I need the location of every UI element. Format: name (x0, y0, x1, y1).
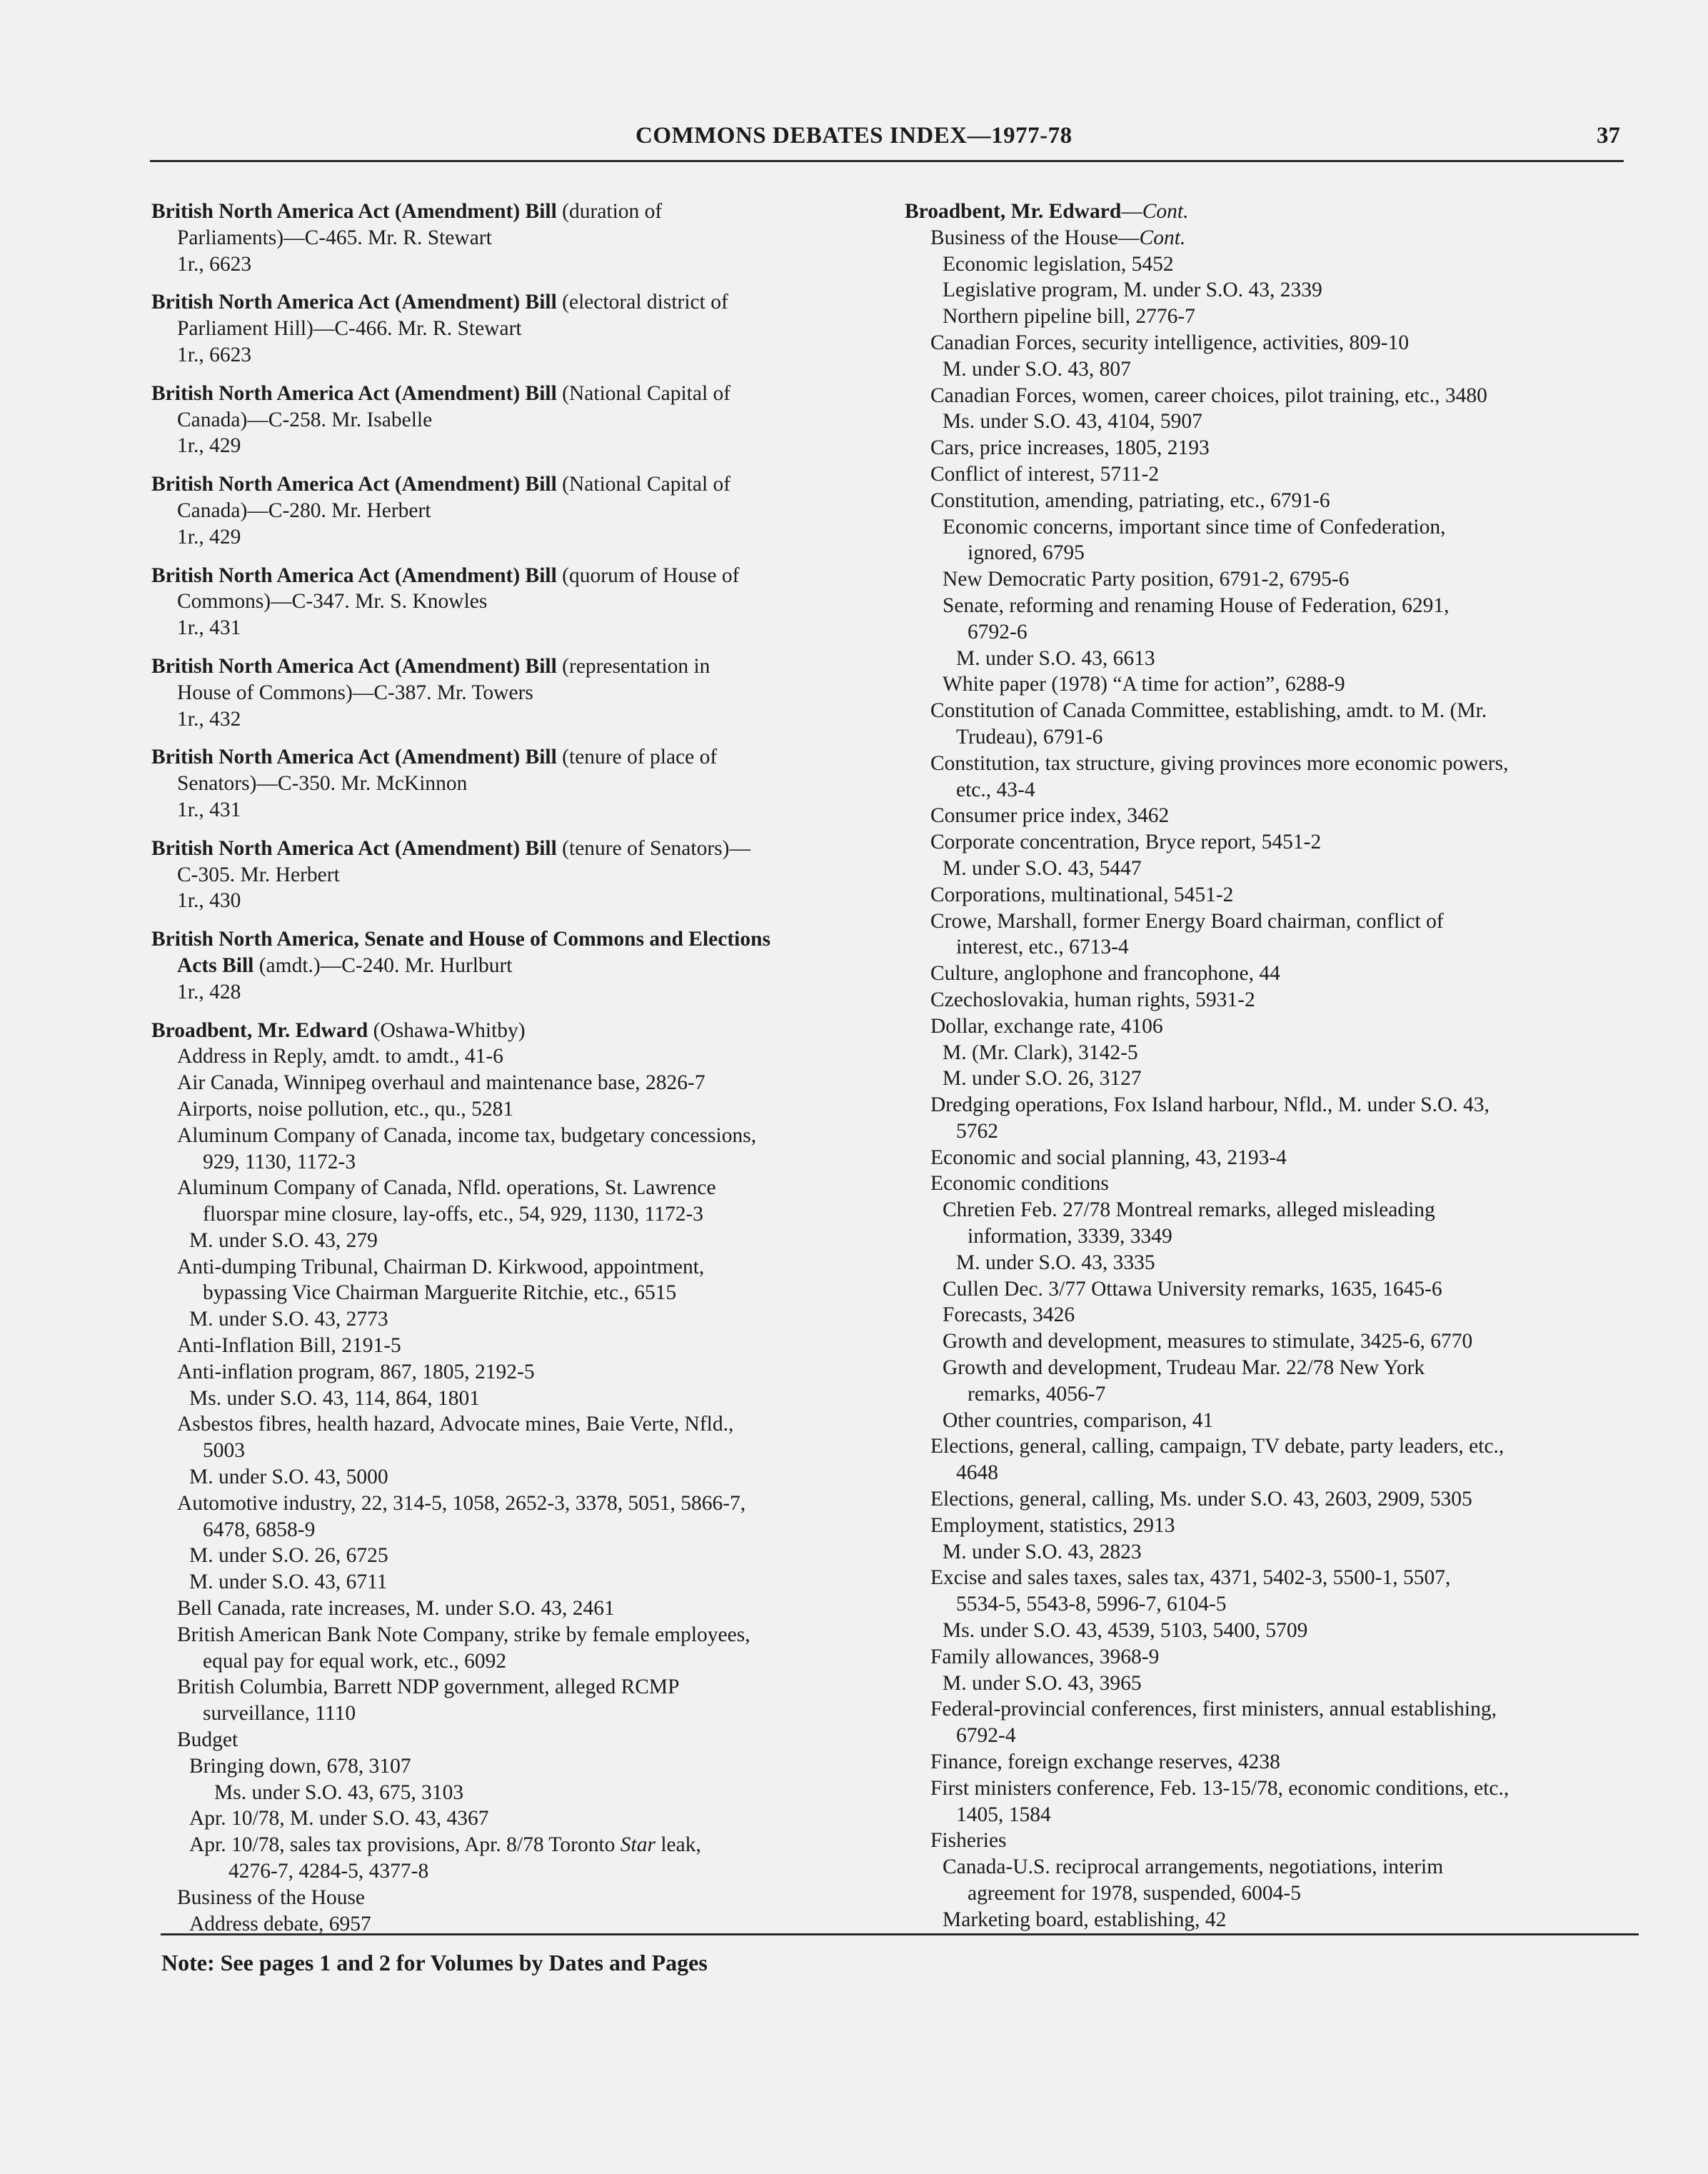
index-line (151, 1201, 894, 1228)
index-line-text: Marketing board, establishing, 42 (943, 1908, 1227, 1931)
index-line-text: (tenure of Senators)— (556, 836, 750, 860)
index-line (151, 225, 894, 251)
index-line (905, 540, 1637, 566)
index-line (151, 1386, 894, 1412)
index-line-text: House of Commons)—C-387. Mr. Towers (177, 681, 533, 704)
footer-note: Note: See pages 1 and 2 for Volumes by Dates and Pages (161, 1950, 708, 1975)
index-line (151, 199, 894, 225)
index-line-text: 6478, 6858-9 (203, 1518, 316, 1541)
index-line (905, 1696, 1637, 1723)
index-line (905, 1591, 1637, 1618)
index-line-text: British Columbia, Barrett NDP government, alleged RCMP (177, 1675, 680, 1699)
index-line (151, 744, 894, 771)
index-line (905, 1302, 1637, 1328)
index-line (905, 514, 1637, 541)
index-line (151, 1018, 894, 1044)
index-line-text: Cont. (1142, 200, 1189, 223)
index-line-text: M. under S.O. 43, 2823 (943, 1540, 1142, 1563)
index-line-text: Czechoslovakia, human rights, 5931-2 (930, 988, 1255, 1011)
index-heading-text: British North America Act (Amendment) Bill (151, 654, 557, 678)
index-heading-text: British North America Act (Amendment) Bill (151, 200, 557, 223)
index-line (151, 1254, 894, 1281)
index-line (905, 1013, 1637, 1040)
index-heading-text: British North America Act (Amendment) Bill (151, 291, 557, 314)
index-line (905, 1644, 1637, 1670)
index-line (151, 1464, 894, 1491)
index-line (905, 566, 1637, 593)
index-line (151, 615, 894, 641)
index-line (151, 1648, 894, 1675)
index-line (151, 1306, 894, 1333)
index-line-text: Forecasts, 3426 (943, 1303, 1075, 1327)
index-line (905, 1802, 1637, 1828)
index-line (905, 1670, 1637, 1697)
index-line-text: Other countries, comparison, 41 (943, 1408, 1214, 1432)
index-line (151, 979, 894, 1006)
index-line (905, 1381, 1637, 1408)
index-line-text: Canada)—C-280. Mr. Herbert (177, 499, 431, 522)
index-line (905, 199, 1637, 225)
index-line-text: M. under S.O. 43, 5000 (189, 1466, 388, 1489)
index-line-text: Canadian Forces, security intelligence, activities, 809-10 (930, 331, 1410, 354)
index-line (151, 588, 894, 615)
index-line-text: Airports, noise pollution, etc., qu., 5281 (177, 1097, 514, 1121)
index-line-text: Growth and development, measures to stimulate, 3425-6, 6770 (943, 1330, 1473, 1353)
index-line (151, 471, 894, 498)
index-line-text: (duration of (556, 200, 663, 223)
index-line (905, 987, 1637, 1013)
index-line-text: Fisheries (930, 1829, 1007, 1853)
index-line (905, 646, 1637, 672)
index-line (905, 330, 1637, 356)
index-line-text: (quorum of House of (556, 563, 740, 587)
index-line-text: Consumer price index, 3462 (930, 804, 1170, 828)
index-line-text: Elections, general, calling, campaign, TV debate, party leaders, etc., (930, 1435, 1504, 1458)
index-line (151, 1175, 894, 1201)
index-line-text: M. under S.O. 43, 807 (943, 357, 1131, 381)
index-line-text: 1r., 428 (177, 980, 241, 1003)
index-line-text: M. under S.O. 43, 3965 (943, 1671, 1142, 1695)
index-line-text: 6792-6 (968, 620, 1028, 643)
index-line (905, 1828, 1637, 1854)
index-line (151, 1043, 894, 1070)
index-line (905, 1618, 1637, 1644)
index-line (151, 862, 894, 888)
index-line (905, 829, 1637, 856)
index-line-text: — (1121, 200, 1142, 223)
index-line-text: Economic legislation, 5452 (943, 252, 1174, 276)
index-line-text: Bringing down, 678, 3107 (189, 1754, 411, 1778)
index-heading-text: Broadbent, Mr. Edward (905, 200, 1122, 223)
index-line (151, 1123, 894, 1149)
index-line-text: Parliaments)—C-465. Mr. R. Stewart (177, 226, 492, 249)
index-line-text: Anti-inflation program, 867, 1805, 2192-5 (177, 1360, 535, 1383)
index-heading-text: British North America Act (Amendment) Bill (151, 746, 557, 769)
index-line (905, 1565, 1637, 1591)
index-line (905, 777, 1637, 803)
index-line-text: Ms. under S.O. 43, 675, 3103 (214, 1780, 464, 1804)
index-line-text: information, 3339, 3349 (968, 1225, 1172, 1248)
index-line (151, 407, 894, 434)
index-line-text: leak, (655, 1833, 701, 1857)
index-line-text: Cars, price increases, 1805, 2193 (930, 436, 1210, 460)
index-line (905, 1907, 1637, 1933)
index-line (905, 1854, 1637, 1880)
index-line (151, 563, 894, 589)
index-line (151, 1858, 894, 1885)
index-line-text: Northern pipeline bill, 2776-7 (943, 305, 1195, 329)
index-line-text: Constitution, tax structure, giving provinces more economic powers, (930, 751, 1509, 775)
index-line (151, 1674, 894, 1700)
index-line (151, 1411, 894, 1438)
index-line (905, 961, 1637, 987)
index-line-text: Business of the House— (930, 226, 1140, 249)
index-line-text: Air Canada, Winnipeg overhaul and maintenance base, 2826-7 (177, 1071, 705, 1095)
index-line-text: surveillance, 1110 (203, 1702, 356, 1725)
index-line-text: Aluminum Company of Canada, income tax, budgetary concessions, (177, 1123, 757, 1147)
index-line (151, 1700, 894, 1727)
index-line-text: Business of the House (177, 1885, 366, 1909)
index-heading-text: British North America Act (Amendment) Bill (151, 381, 557, 405)
index-line (151, 1780, 894, 1806)
index-heading-text: British North America Act (Amendment) Bill (151, 563, 557, 587)
index-line-text: Parliament Hill)—C-466. Mr. R. Stewart (177, 317, 522, 341)
index-line-text: Elections, general, calling, Ms. under S.O. 43, 2603, 2909, 5305 (930, 1488, 1472, 1511)
index-line-text: remarks, 4056-7 (968, 1382, 1106, 1406)
index-line (151, 1885, 894, 1911)
index-line-text: 6792-4 (956, 1724, 1016, 1748)
index-line (905, 593, 1637, 619)
index-line (151, 836, 894, 862)
index-line-text: 5534-5, 5543-8, 5996-7, 6104-5 (956, 1593, 1227, 1616)
index-line-text: equal pay for equal work, etc., 6092 (203, 1649, 507, 1673)
index-line-text: Ms. under S.O. 43, 114, 864, 1801 (189, 1386, 480, 1410)
index-line-text: Economic concerns, important since time of Confederation, (943, 515, 1446, 539)
index-line-text: Federal-provincial conferences, first ministers, annual establishing, (930, 1698, 1497, 1721)
index-line-text: 1r., 6623 (177, 343, 252, 366)
index-line (905, 1486, 1637, 1513)
index-line-text: bypassing Vice Chairman Marguerite Ritchie, etc., 6515 (203, 1281, 677, 1305)
index-line (151, 706, 894, 733)
index-line (151, 888, 894, 914)
index-line-text: M. under S.O. 43, 6613 (956, 646, 1155, 670)
index-line (151, 771, 894, 797)
index-line-text: New Democratic Party position, 6791-2, 6795-6 (943, 568, 1350, 591)
index-line (905, 1092, 1637, 1118)
index-line-text: Culture, anglophone and francophone, 44 (930, 962, 1280, 986)
index-line (151, 1832, 894, 1858)
index-line (905, 488, 1637, 514)
index-line-text: 4276-7, 4284-5, 4377-8 (228, 1860, 429, 1883)
index-line-text: (National Capital of (556, 473, 731, 496)
index-line (151, 1280, 894, 1306)
index-line (905, 1408, 1637, 1434)
index-line-text: M. under S.O. 26, 6725 (189, 1544, 388, 1568)
index-line-text: 4648 (956, 1461, 998, 1485)
index-line (151, 1149, 894, 1176)
index-line-text: Chretien Feb. 27/78 Montreal remarks, alleged misleading (943, 1198, 1435, 1222)
index-heading-text: British North America Act (Amendment) Bill (151, 836, 557, 860)
index-line-text: Employment, statistics, 2913 (930, 1513, 1175, 1537)
index-line-text: Anti-dumping Tribunal, Chairman D. Kirkwood, appointment, (177, 1255, 705, 1278)
index-line-text: M. under S.O. 43, 5447 (943, 856, 1142, 880)
index-line-text: 929, 1130, 1172-3 (203, 1150, 356, 1173)
index-line-text: fluorspar mine closure, lay-offs, etc., 54, 929, 1130, 1172-3 (203, 1203, 704, 1226)
index-line (151, 1727, 894, 1753)
index-line (905, 461, 1637, 488)
index-line-text: Budget (177, 1728, 238, 1752)
index-line (905, 803, 1637, 829)
index-line-text: Asbestos fibres, health hazard, Advocate mines, Baie Verte, Nfld., (177, 1413, 734, 1436)
index-line-text: (National Capital of (556, 381, 731, 405)
index-line (905, 671, 1637, 698)
index-line-text: (representation in (556, 654, 710, 678)
index-line (151, 251, 894, 278)
index-line (151, 433, 894, 459)
index-line-text: Bell Canada, rate increases, M. under S.O. 43, 2461 (177, 1597, 615, 1621)
index-line (151, 289, 894, 316)
index-line (905, 383, 1637, 409)
index-line (151, 524, 894, 551)
index-line (905, 1723, 1637, 1749)
index-line (905, 1749, 1637, 1775)
index-line-text: 1r., 431 (177, 616, 241, 640)
index-line-text: Address in Reply, amdt. to amdt., 41-6 (177, 1045, 503, 1068)
index-line-text: Crowe, Marshall, former Energy Board chairman, conflict of (930, 909, 1444, 933)
index-line-text: Canada)—C-258. Mr. Isabelle (177, 408, 433, 431)
left-index-column (151, 199, 894, 1937)
index-line (905, 1118, 1637, 1145)
index-line (151, 1096, 894, 1123)
index-line-text: Star (620, 1833, 655, 1857)
index-line (905, 225, 1637, 251)
index-line-text: 1r., 430 (177, 889, 241, 913)
index-line-text: M. under S.O. 26, 3127 (943, 1067, 1142, 1091)
index-line-text: Legislative program, M. under S.O. 43, 2339 (943, 279, 1322, 302)
index-line-text: Excise and sales taxes, sales tax, 4371, 5402-3, 5500-1, 5507, (930, 1566, 1451, 1590)
index-line (905, 1040, 1637, 1066)
index-line (151, 1805, 894, 1832)
index-line-text: Automotive industry, 22, 314-5, 1058, 2652-3, 3378, 5051, 5866-7, (177, 1491, 746, 1515)
index-line-text: Anti-Inflation Bill, 2191-5 (177, 1334, 401, 1358)
index-line (905, 751, 1637, 777)
index-line (905, 934, 1637, 961)
index-line (151, 680, 894, 706)
index-line (151, 953, 894, 979)
index-line-text: (amdt.)—C-240. Mr. Hurlburt (253, 953, 513, 977)
index-line (905, 356, 1637, 383)
index-line-text: Finance, foreign exchange reserves, 4238 (930, 1750, 1280, 1774)
index-line-text: etc., 43-4 (956, 778, 1035, 801)
index-line-text: ignored, 6795 (968, 541, 1085, 565)
index-line (905, 1197, 1637, 1223)
index-line (151, 797, 894, 823)
index-line-text: 1r., 432 (177, 707, 241, 731)
index-line-text: Constitution of Canada Committee, establishing, amdt. to M. (Mr. (930, 699, 1487, 723)
index-line (905, 1223, 1637, 1250)
index-line (905, 698, 1637, 724)
index-line-text: Cullen Dec. 3/77 Ottawa University remarks, 1635, 1645-6 (943, 1277, 1442, 1301)
index-line (151, 498, 894, 524)
index-line (151, 1569, 894, 1596)
index-line (151, 316, 894, 342)
index-line (905, 1355, 1637, 1381)
index-line-text: Economic conditions (930, 1172, 1109, 1196)
index-line (151, 1543, 894, 1569)
page-header-title: COMMONS DEBATES INDEX—1977-78 (636, 123, 1072, 149)
index-line (905, 619, 1637, 646)
index-line (151, 1228, 894, 1254)
index-line-text: C-305. Mr. Herbert (177, 863, 340, 886)
index-line-text: Trudeau), 6791-6 (956, 725, 1103, 748)
index-line (905, 1513, 1637, 1539)
index-line-text: M. under S.O. 43, 2773 (189, 1308, 388, 1331)
index-line (905, 724, 1637, 751)
index-line (905, 409, 1637, 435)
index-line (905, 1250, 1637, 1276)
index-line-text: (Oshawa-Whitby) (368, 1018, 526, 1042)
index-line-text: agreement for 1978, suspended, 6004-5 (968, 1882, 1301, 1905)
index-line-text: M. under S.O. 43, 3335 (956, 1251, 1155, 1274)
index-line (905, 1775, 1637, 1802)
index-line-text: M. (Mr. Clark), 3142-5 (943, 1041, 1138, 1064)
index-line (905, 1539, 1637, 1566)
page-number: 37 (1597, 123, 1620, 149)
header-rule (150, 160, 1624, 162)
index-line (151, 1517, 894, 1543)
index-line (151, 1333, 894, 1359)
index-line-text: Conflict of interest, 5711-2 (930, 462, 1160, 486)
index-line (905, 1328, 1637, 1355)
index-line-text: 1405, 1584 (956, 1803, 1051, 1826)
index-line (151, 381, 894, 407)
index-line (905, 277, 1637, 304)
index-line-text: M. under S.O. 43, 6711 (189, 1571, 388, 1594)
index-line (151, 1359, 894, 1386)
index-line-text: 1r., 6623 (177, 252, 252, 276)
index-line (905, 1460, 1637, 1486)
index-line (905, 882, 1637, 908)
index-line-text: Cont. (1139, 226, 1186, 249)
index-line-text: Ms. under S.O. 43, 4539, 5103, 5400, 5709 (943, 1619, 1308, 1643)
index-line (151, 1622, 894, 1648)
index-line (905, 1066, 1637, 1092)
index-line-text: 1r., 431 (177, 798, 241, 821)
index-line (151, 1596, 894, 1622)
index-line (905, 1880, 1637, 1907)
index-line-text: 5762 (956, 1119, 998, 1143)
index-line (905, 304, 1637, 330)
index-line (151, 926, 894, 953)
index-heading-text: British North America Act (Amendment) Bill (151, 473, 557, 496)
index-line (905, 908, 1637, 935)
index-line (905, 856, 1637, 882)
index-line-text: White paper (1978) “A time for action”, 6288-9 (943, 673, 1345, 696)
index-line-text: (electoral district of (556, 291, 728, 314)
index-line-text: Corporations, multinational, 5451-2 (930, 883, 1234, 906)
index-heading-text: Acts Bill (177, 953, 254, 977)
index-line (151, 1070, 894, 1096)
index-line (905, 435, 1637, 461)
index-line-text: British American Bank Note Company, strike by female employees, (177, 1623, 750, 1646)
index-line-text: 1r., 429 (177, 434, 241, 458)
index-line-text: interest, etc., 6713-4 (956, 936, 1129, 959)
index-line-text: Ms. under S.O. 43, 4104, 5907 (943, 410, 1202, 434)
index-line-text: Constitution, amending, patriating, etc., 6791-6 (930, 489, 1330, 512)
index-heading-text: British North America, Senate and House of Commons and Elections (151, 928, 770, 951)
index-line-text: 1r., 429 (177, 525, 241, 548)
index-line (151, 1491, 894, 1517)
footer-rule (161, 1933, 1639, 1935)
index-line-text: (tenure of place of (556, 746, 718, 769)
index-line (905, 1433, 1637, 1460)
index-line (905, 1276, 1637, 1303)
index-line-text: Growth and development, Trudeau Mar. 22/78 New York (943, 1356, 1425, 1380)
index-line-text: Address debate, 6957 (189, 1912, 371, 1935)
index-line (151, 1438, 894, 1464)
index-line (151, 1753, 894, 1780)
index-line-text: 5003 (203, 1439, 245, 1463)
index-line-text: Senate, reforming and renaming House of Federation, 6291, (943, 593, 1450, 617)
index-line-text: Apr. 10/78, M. under S.O. 43, 4367 (189, 1807, 489, 1830)
index-line-text: First ministers conference, Feb. 13-15/78, economic conditions, etc., (930, 1776, 1509, 1800)
index-line (151, 653, 894, 680)
index-heading-text: Broadbent, Mr. Edward (151, 1018, 368, 1042)
index-line-text: Senators)—C-350. Mr. McKinnon (177, 772, 468, 796)
index-line-text: Dollar, exchange rate, 4106 (930, 1014, 1163, 1038)
index-line-text: Corporate concentration, Bryce report, 5451-2 (930, 831, 1322, 854)
index-line-text: Economic and social planning, 43, 2193-4 (930, 1146, 1287, 1169)
index-line-text: Commons)—C-347. Mr. S. Knowles (177, 590, 488, 613)
index-line-text: Family allowances, 3968-9 (930, 1645, 1160, 1668)
index-line (905, 251, 1637, 278)
index-line-text: Apr. 10/78, sales tax provisions, Apr. 8/78 Toronto (189, 1833, 621, 1857)
index-line-text: Canadian Forces, women, career choices, pilot training, etc., 3480 (930, 384, 1487, 407)
index-line-text: M. under S.O. 43, 279 (189, 1228, 378, 1252)
index-line-text: Canada-U.S. reciprocal arrangements, negotiations, interim (943, 1855, 1444, 1879)
index-line-text: Dredging operations, Fox Island harbour, Nfld., M. under S.O. 43, (930, 1093, 1490, 1117)
index-line (151, 342, 894, 369)
index-line-text: Aluminum Company of Canada, Nfld. operations, St. Lawrence (177, 1176, 716, 1200)
index-line (905, 1145, 1637, 1171)
index-line (905, 1171, 1637, 1197)
right-index-column (905, 199, 1637, 1933)
